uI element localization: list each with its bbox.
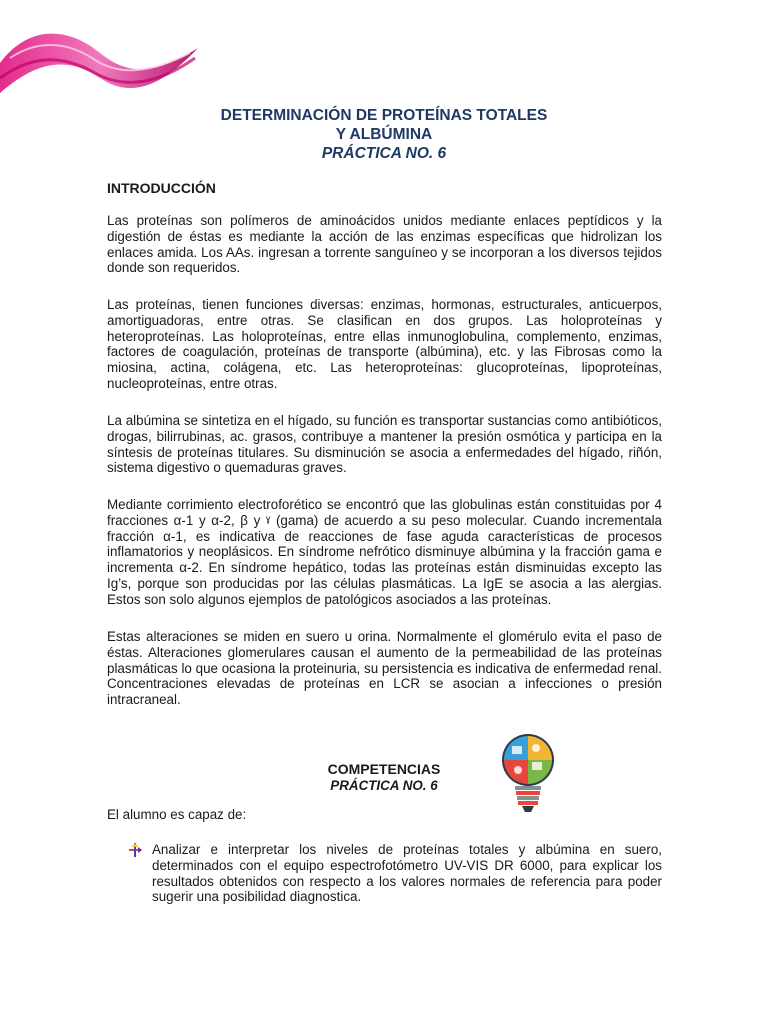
- ribbon-logo-icon: [0, 18, 200, 108]
- lightbulb-icon: [498, 732, 558, 814]
- competency-text: Analizar e interpretar los niveles de proteínas totales y albúmina en suero, determinados con el equipo espectrofotómetro UV-VIS DR 6000, para explicar los resultados obtenidos con respecto a los valores normales de referencia para poder sugerir una posibilidad diagnostica.: [152, 842, 662, 905]
- intro-paragraph-1: Las proteínas son polímeros de aminoácidos unidos mediante enlaces peptídicos y la digestión de éstas es mediante la acción de las enzimas específicas que hidrolizan los enlaces amida. Los AAs. ingresan a torrente sanguíneo y se incorporan a los diversos tejidos donde son requeridos.: [107, 213, 662, 276]
- intro-paragraph-3: La albúmina se sintetiza en el hígado, su función es transportar sustancias como antibióticos, drogas, bilirrubinas, ac. grasos, contribuye a mantener la presión osmótica y participa en la síntesis de proteínas titulares. Su disminución se asocia a enfermedades del hígado, riñón, sistema digestivo o quemaduras graves.: [107, 413, 662, 476]
- title-line-2: Y ALBÚMINA: [335, 126, 433, 143]
- intro-paragraph-2: Las proteínas, tienen funciones diversas: enzimas, hormonas, estructurales, anticuerpos, amortiguadoras, entre otras. Se clasifican en dos grupos. Las holoproteínas y heteroproteínas. Las holoproteínas, entre ellas inmunoglobulina, complemento, enzimas, factores de coagulación, proteínas de transporte (albúmina), etc. y las Fibrosas como la miosina, actina, colágena, etc. Las heteroproteínas: glucoproteínas, lipoproteínas, nucleoproteínas, entre otras.: [107, 297, 662, 391]
- competencias-header: [0, 761, 768, 794]
- competencias-heading: COMPETENCIAS: [327, 761, 441, 777]
- bullet-arrow-icon: [128, 843, 142, 857]
- practice-number: PRÁCTICA NO. 6: [321, 145, 447, 162]
- competencias-intro: El alumno es capaz de:: [107, 807, 247, 822]
- document-title: [0, 106, 768, 163]
- intro-paragraph-5: Estas alteraciones se miden en suero u orina. Normalmente el glomérulo evita el paso de éstas. Alteraciones glomerulares causan el aumento de la permeabilidad de las proteínas plasmáticas lo que ocasiona la proteinuria, su persistencia es indicativa de enfermedad renal. Concentraciones elevadas de proteínas en LCR se asocian a infecciones o presión intracraneal.: [107, 629, 662, 708]
- introduction-heading: INTRODUCCIÓN: [107, 180, 216, 196]
- title-line-1: DETERMINACIÓN DE PROTEÍNAS TOTALES: [220, 107, 548, 124]
- competency-list-item: [128, 842, 662, 905]
- intro-paragraph-4: Mediante corrimiento electroforético se encontró que las globulinas están constituidas por 4 fracciones α-1 y α-2, β y ˠ (gama) de acuerdo a su peso molecular. Cuando incrementala fracción α-1, es indicativa de reacciones de fase aguda características de procesos inflamatorios y neoplásicos. En síndrome nefrótico disminuye albúmina y la fracción gama e incrementa α-2. En síndrome hepático, todas las proteínas están disminuidas excepto las Ig’s, porque son producidas por las células plasmáticas. La IgE se asocia a las alergias. Estos son solo algunos ejemplos de patológicos asociados a las proteínas.: [107, 497, 662, 607]
- competencias-practice: PRÁCTICA NO. 6: [330, 778, 438, 793]
